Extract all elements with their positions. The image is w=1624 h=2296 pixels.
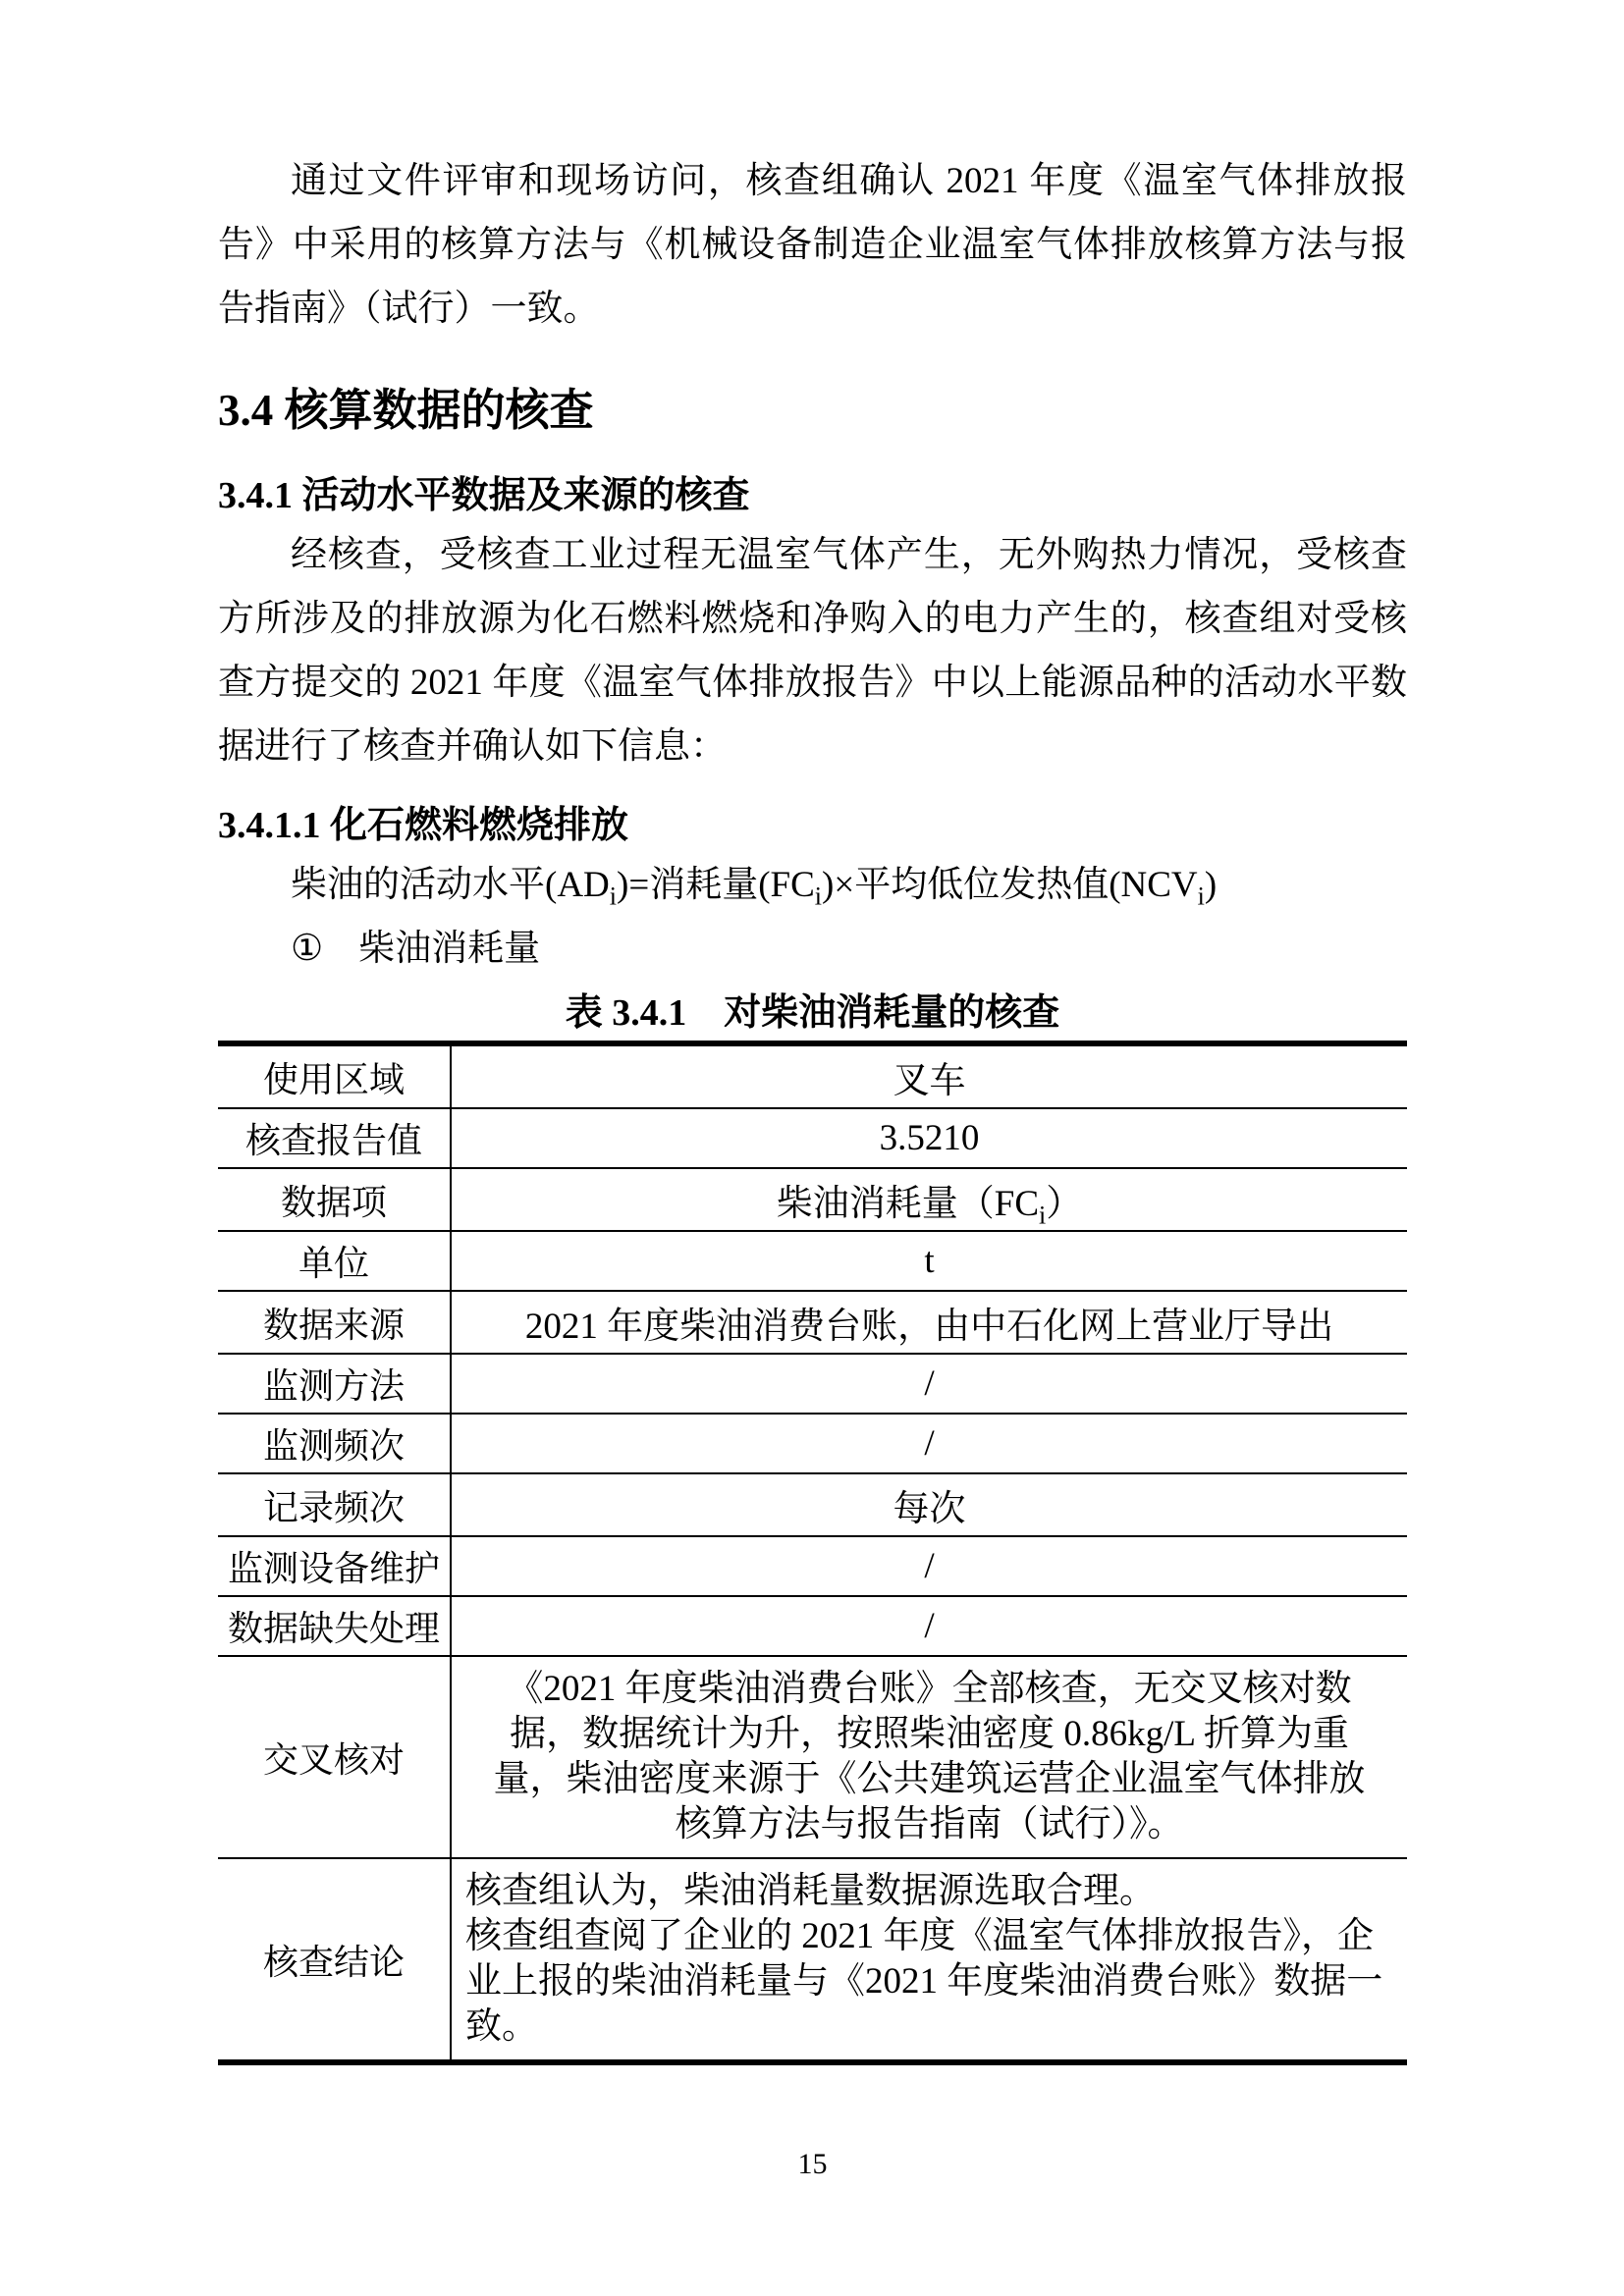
intro-paragraph: 通过文件评审和现场访问，核查组确认 2021 年度《温室气体排放报告》中采用的核算方法与《机械设备制造企业温室气体排放核算方法与报告指南》（试行）一致。: [218, 161, 1407, 329]
row-label: 核查报告值: [218, 1108, 451, 1168]
table-row: [218, 1596, 1407, 1656]
table-row: [218, 1656, 1407, 1858]
row-label: 监测频次: [218, 1414, 451, 1473]
table-row: [218, 1291, 1407, 1354]
heading-section-3-4: 3.4 核算数据的核查: [218, 386, 594, 435]
row-label: 监测设备维护: [218, 1536, 451, 1596]
row-value: 柴油消耗量$(FC_i)$: [451, 1168, 1407, 1231]
row-label: 监测方法: [218, 1354, 451, 1414]
row-label: 使用区域: [218, 1043, 451, 1108]
row-value: [451, 1858, 1407, 2062]
table-row: [218, 1168, 1407, 1231]
activity-paragraph: 经核查，受核查工业过程无温室气体产生，无外购热力情况，受核查方所涉及的排放源为化石燃料燃烧和净购入的电力产生的，核查组对受核查方提交的 2021 年度《温室气体排放报告》中以上能源品种的活动水平数据进行了核查并确认如下信息：: [218, 535, 1407, 767]
row-value: /: [451, 1414, 1407, 1473]
heading-section-3-4-1-1: 3.4.1.1 化石燃料燃烧排放: [218, 805, 629, 846]
row-label: 交叉核对: [218, 1656, 451, 1858]
table-row: [218, 1536, 1407, 1596]
row-value: /: [451, 1596, 1407, 1656]
row-value-paragraph: 核查组认为，柴油消耗量数据源选取合理。: [465, 1871, 1156, 1911]
row-label: 记录频次: [218, 1473, 451, 1536]
row-value: 2021 年度柴油消费台账，由中石化网上营业厅导出: [451, 1291, 1407, 1354]
table-row: [218, 1043, 1407, 1108]
row-value: t: [451, 1231, 1407, 1291]
list-item-diesel-consumption: [218, 917, 1407, 981]
list-item-text: 柴油消耗量: [358, 929, 541, 969]
list-item-marker: ①: [291, 929, 324, 969]
row-value: 《2021 年度柴油消费台账》全部核查，无交叉核对数据，数据统计为升，按照柴油密度 0.86kg/L 折算为重量，柴油密度来源于《公共建筑运营企业温室气体排放核算方法与报告指南（试行）》。: [451, 1656, 1407, 1858]
table-caption: 表 3.4.1 对柴油消耗量的核查: [565, 992, 1060, 1034]
verification-table-body: [218, 1043, 1407, 2062]
row-value: /: [451, 1536, 1407, 1596]
row-value: 3.5210: [451, 1108, 1407, 1168]
page-number: 15: [797, 2148, 828, 2180]
diesel-verification-table: [218, 1041, 1407, 2065]
row-value: /: [451, 1354, 1407, 1414]
diesel-activity-formula: 柴油的活动水平$(AD_i)=$消耗量$(FC_i)\times$平均低位发热值$(NCV_i)$: [291, 865, 1218, 911]
row-label: 单位: [218, 1231, 451, 1291]
row-value: 每次: [451, 1473, 1407, 1536]
table-row: [218, 1858, 1407, 2062]
row-label: 数据来源: [218, 1291, 451, 1354]
table-row: [218, 1414, 1407, 1473]
table-row: [218, 1473, 1407, 1536]
heading-section-3-4-1: 3.4.1 活动水平数据及来源的核查: [218, 475, 750, 516]
row-value: 叉车: [893, 1061, 966, 1101]
row-label: 核查结论: [218, 1858, 451, 2062]
table-row: [218, 1354, 1407, 1414]
row-label: 数据项: [218, 1168, 451, 1231]
row-value-paragraph: 核查组查阅了企业的 2021 年度《温室气体排放报告》，企业上报的柴油消耗量与《2021 年度柴油消费台账》数据一致。: [465, 1916, 1383, 2047]
table-row: [218, 1108, 1407, 1168]
row-label: 数据缺失处理: [218, 1596, 451, 1656]
table-row: [218, 1231, 1407, 1291]
